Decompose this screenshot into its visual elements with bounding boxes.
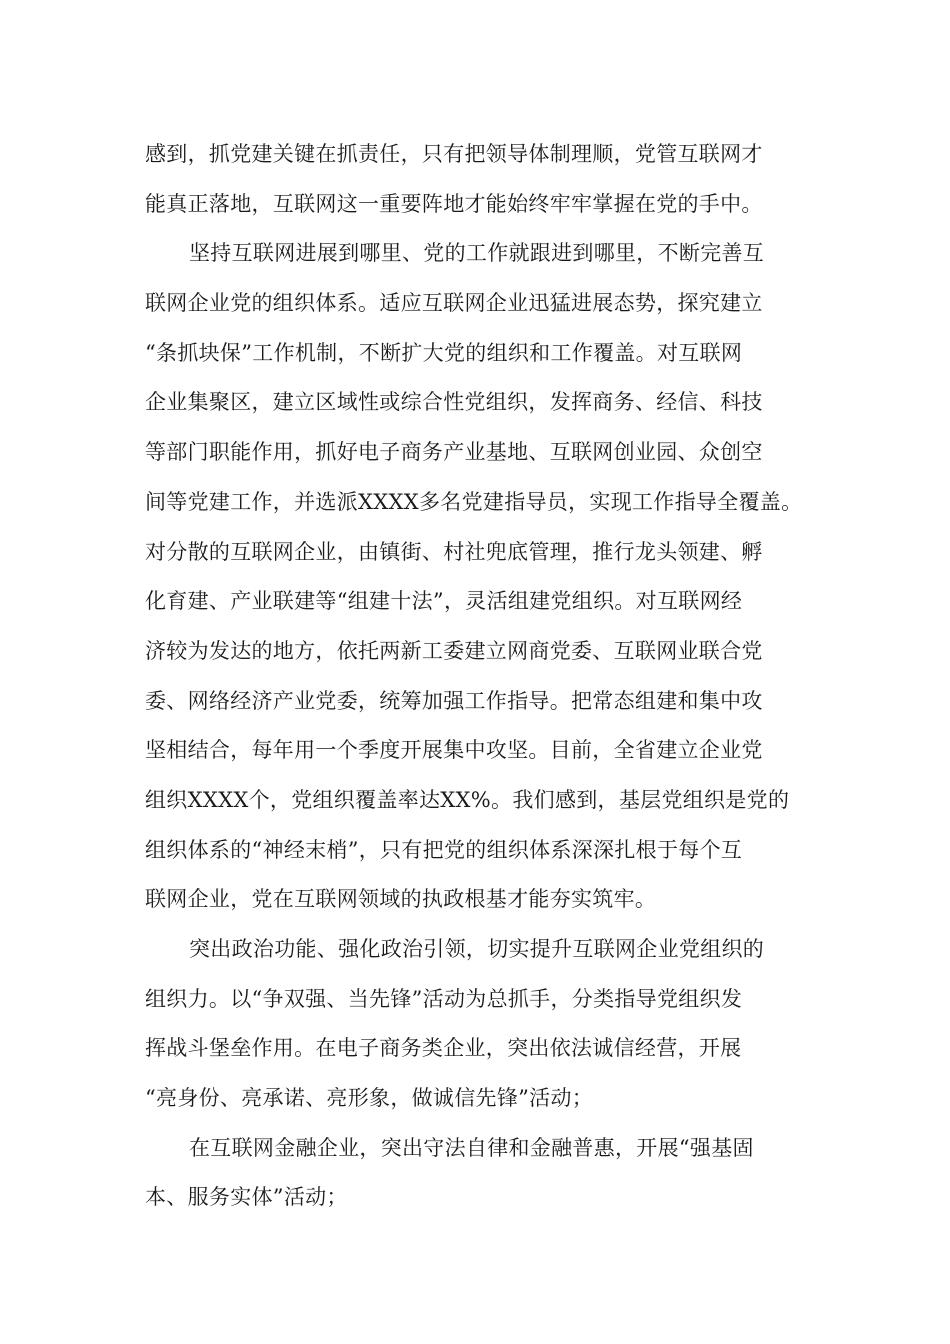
text-line: 本、服务实体”活动； [145,1185,348,1210]
document-body [145,130,815,1223]
text-line: 企业集聚区，建立区域性或综合性党组织，发挥商务、经信、科技 [145,390,763,415]
text-line: 联网企业党的组织体系。适应互联网企业迅猛进展态势，探究建立 [145,291,763,316]
text-line: 坚持互联网进展到哪里、党的工作就跟进到哪里，不断完善互 [189,241,765,266]
text-line: 坚相结合，每年用一个季度开展集中攻坚。目前，全省建立企业党 [145,738,763,763]
text-line: 在互联网金融企业，突出守法自律和金融普惠，开展“强基固 [189,1135,754,1160]
text-line: 化育建、产业联建等“组建十法”，灵活组建党组织。对互联网经 [145,589,743,614]
text-line: 挥战斗堡垒作用。在电子商务类企业，突出依法诚信经营，开展 [145,1036,742,1061]
text-line: 组织XXXX个，党组织覆盖率达XX%。我们感到，基层党组织是党的 [145,787,790,812]
text-line: 突出政治功能、强化政治引领，切实提升互联网企业党组织的 [189,937,765,961]
text-line: 委、网络经济产业党委，统筹加强工作指导。把常态组建和集中攻 [145,688,763,713]
text-line: 等部门职能作用，抓好电子商务产业基地、互联网创业园、众创空 [145,440,763,465]
text-line: “条抓块保”工作机制，不断扩大党的组织和工作覆盖。对互联网 [145,340,743,365]
text-line: 济较为发达的地方，依托两新工委建立网商党委、互联网业联合党 [145,638,763,663]
text-line: 对分散的互联网企业，由镇街、村社兜底管理，推行龙头领建、孵 [145,539,763,564]
text-line: 感到，抓党建关键在抓责任，只有把领导体制理顺，党管互联网才 [145,142,763,166]
text-line: 组织体系的“神经末梢”，只有把党的组织体系深深扎根于每个互 [145,837,743,862]
text-line: 间等党建工作，并选派XXXX多名党建指导员，实现工作指导全覆盖。 [145,489,803,514]
text-line: 联网企业，党在互联网领域的执政根基才能夯实筑牢。 [145,887,657,912]
text-line: 能真正落地，互联网这一重要阵地才能始终牢牢掌握在党的手中。 [145,191,763,216]
text-line: 组织力。以“争双强、当先锋”活动为总抓手，分类指导党组织发 [145,986,743,1011]
text-line: “亮身份、亮承诺、亮形象，做诚信先锋”活动； [145,1086,594,1111]
